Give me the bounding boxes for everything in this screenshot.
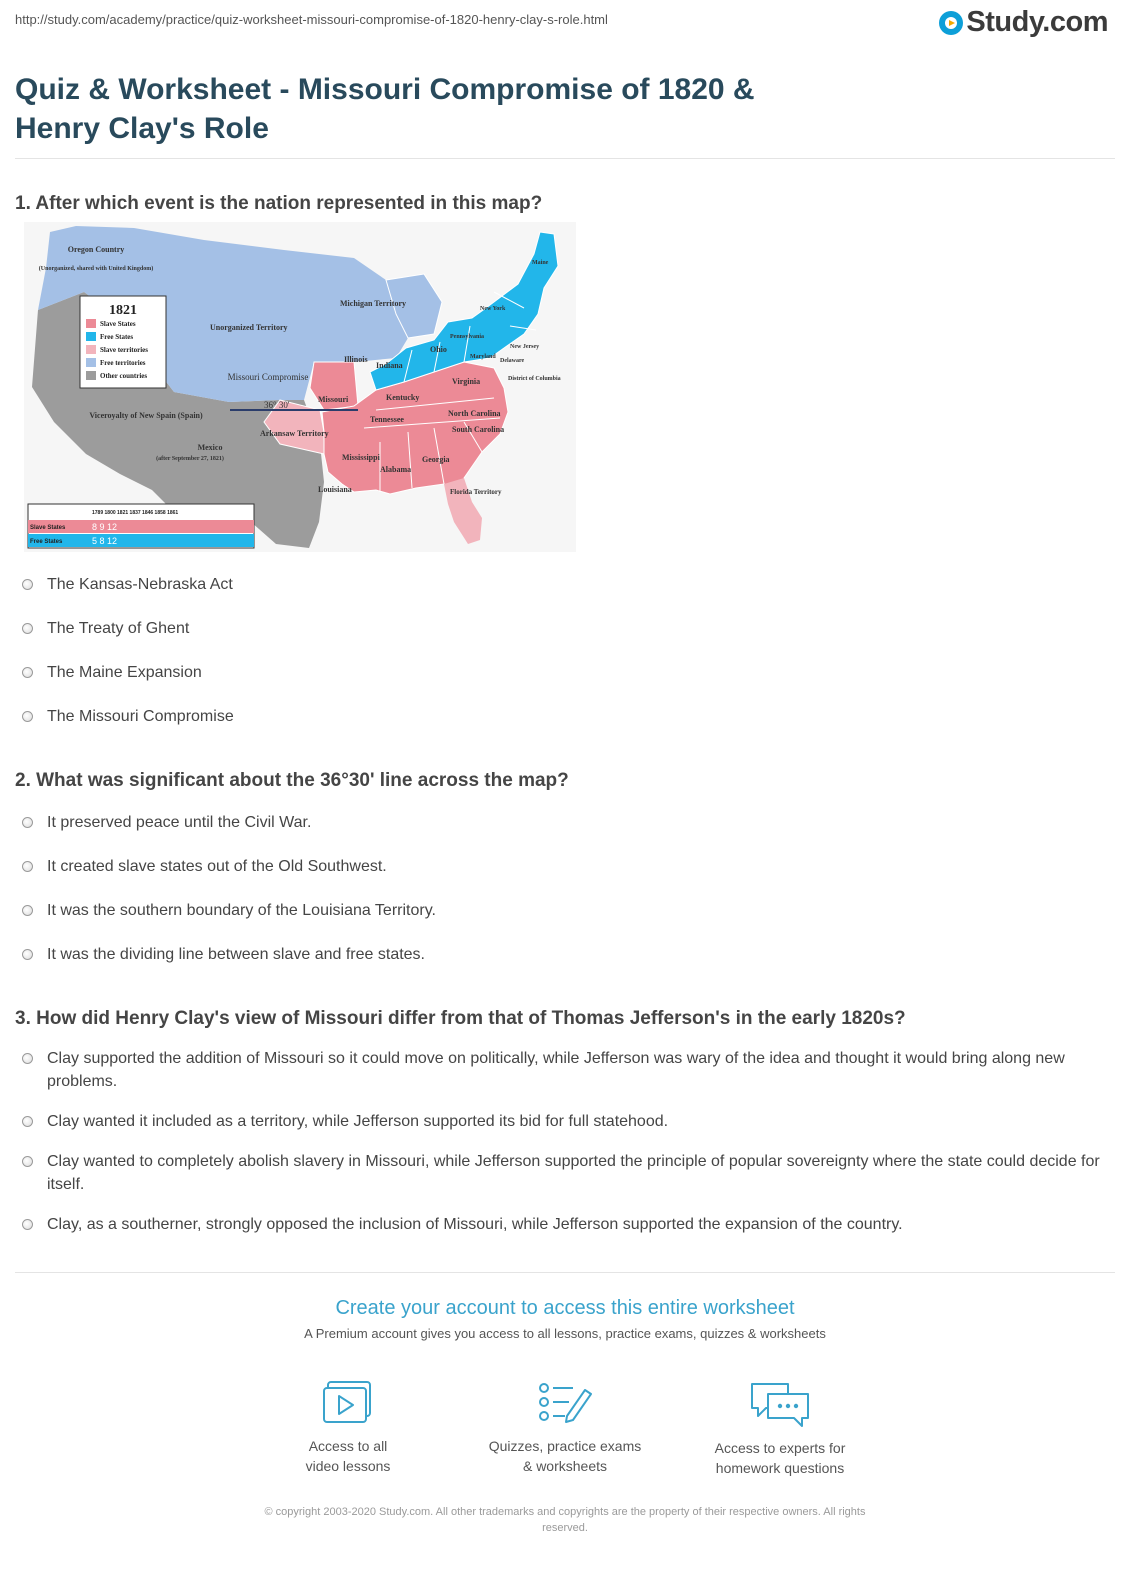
- study-logo-text: Study.com: [966, 6, 1108, 38]
- map-table-free-label: Free States: [30, 539, 63, 545]
- radio-icon[interactable]: [22, 1116, 33, 1127]
- map-label-south-carolina: South Carolina: [452, 425, 505, 434]
- answer-option[interactable]: Clay, as a southerner, strongly opposed the inclusion of Missouri, while Jefferson supported the expansion of the country.: [22, 1213, 1112, 1253]
- map-legend-other-countries: Other countries: [100, 372, 148, 380]
- map-label-mexico-note: (after September 27, 1821): [156, 456, 224, 462]
- map-label-new-jersey: New Jersey: [510, 344, 540, 350]
- answer-option[interactable]: The Missouri Compromise: [22, 705, 1112, 749]
- map-label-arkansaw: Arkansaw Territory: [260, 429, 329, 438]
- map-label-michigan: Michigan Territory: [340, 299, 406, 308]
- map-label-florida: Florida Territory: [450, 488, 502, 496]
- radio-icon[interactable]: [22, 817, 33, 828]
- radio-icon[interactable]: [22, 949, 33, 960]
- quiz-checklist-icon: [537, 1380, 593, 1426]
- map-label-ohio: Ohio: [430, 345, 447, 354]
- map-label-compromise: Missouri Compromise: [227, 372, 309, 382]
- map-table-slave-label: Slave States: [30, 525, 66, 531]
- feature-quizzes: [475, 1380, 655, 1476]
- video-lesson-icon: [322, 1380, 374, 1426]
- question-1: 1. After which event is the nation represented in this map?: [15, 193, 543, 214]
- study-logo[interactable]: [939, 6, 1108, 39]
- radio-icon[interactable]: [22, 1053, 33, 1064]
- question-3: 3. How did Henry Clay's view of Missouri differ from that of Thomas Jefferson's in the early 1820s?: [15, 1008, 906, 1029]
- map-label-oregon-note: (Unorganized, shared with United Kingdom): [38, 266, 154, 272]
- map-label-mississippi: Mississippi: [342, 453, 380, 462]
- map-legend-slave-territories: Slave territories: [100, 346, 149, 354]
- map-label-delaware: Delaware: [500, 358, 525, 364]
- page-url: http://study.com/academy/practice/quiz-worksheet-missouri-compromise-of-1820-henry-clay-s-role.html: [15, 12, 608, 27]
- map-label-unorganized: Unorganized Territory: [210, 323, 288, 332]
- answer-option[interactable]: Clay wanted it included as a territory, while Jefferson supported its bid for full statehood.: [22, 1110, 1112, 1150]
- radio-icon[interactable]: [22, 711, 33, 722]
- feature-experts: [690, 1380, 870, 1478]
- map-label-georgia: Georgia: [422, 455, 450, 464]
- cta-divider: [15, 1272, 1115, 1273]
- map-label-mexico: Mexico: [197, 443, 223, 452]
- answer-option[interactable]: Clay supported the addition of Missouri so it could move on politically, while Jefferson was wary of the idea and thought it would bring along new problems.: [22, 1047, 1112, 1110]
- map-legend: [80, 296, 166, 388]
- radio-icon[interactable]: [22, 1219, 33, 1230]
- map-label-pennsylvania: Pennsylvania: [450, 334, 485, 340]
- map-label-maryland: Maryland: [470, 354, 496, 360]
- feature-video-lessons-label: Access to all video lessons: [305, 1438, 391, 1474]
- question-1-answers: [22, 573, 1112, 749]
- map-legend-slave-states: Slave States: [100, 320, 136, 328]
- answer-option[interactable]: It created slave states out of the Old Southwest.: [22, 855, 1112, 899]
- answer-option[interactable]: Clay wanted to completely abolish slavery in Missouri, while Jefferson supported the principle of popular sovereignty where the state could decide for itself.: [22, 1150, 1112, 1213]
- map-legend-year: 1821: [109, 303, 137, 318]
- radio-icon[interactable]: [22, 623, 33, 634]
- chat-bubbles-icon: [748, 1380, 812, 1428]
- page-title: [15, 70, 1015, 148]
- answer-option[interactable]: The Maine Expansion: [22, 661, 1112, 705]
- map-label-missouri: Missouri: [318, 395, 349, 404]
- radio-icon[interactable]: [22, 579, 33, 590]
- page-title-line-1: Quiz & Worksheet - Missouri Compromise of 1820 &: [15, 73, 755, 106]
- answer-option[interactable]: The Kansas-Nebraska Act: [22, 573, 1112, 617]
- study-logo-icon: [939, 11, 963, 35]
- radio-icon[interactable]: [22, 1156, 33, 1167]
- map-label-dc: District of Columbia: [508, 376, 561, 382]
- missouri-compromise-map: [24, 222, 576, 552]
- radio-icon[interactable]: [22, 667, 33, 678]
- map-table-free-values: 5 8 12: [92, 536, 118, 546]
- title-divider: [15, 158, 1115, 159]
- map-table-years: 1789 1800 1821 1837 1846 1858 1861: [92, 510, 179, 516]
- feature-experts-label: Access to experts for homework questions: [714, 1440, 846, 1476]
- map-legend-free-states: Free States: [100, 333, 134, 341]
- map-table-slave-values: 8 9 12: [92, 522, 118, 532]
- answer-option[interactable]: It preserved peace until the Civil War.: [22, 811, 1112, 855]
- map-label-kentucky: Kentucky: [386, 393, 420, 402]
- feature-video-lessons: [258, 1380, 438, 1476]
- map-label-indiana: Indiana: [376, 361, 403, 370]
- map-label-line: 36° 30': [264, 400, 290, 410]
- map-label-maine: Maine: [532, 260, 549, 266]
- copyright: © copyright 2003-2020 Study.com. All other trademarks and copyrights are the property of their respective owners. All rights reserved.: [264, 1506, 866, 1534]
- map-label-north-carolina: North Carolina: [448, 409, 501, 418]
- answer-option[interactable]: It was the southern boundary of the Louisiana Territory.: [22, 899, 1112, 943]
- map-label-tennessee: Tennessee: [370, 415, 404, 424]
- map-state-count-table: [28, 504, 254, 548]
- cta-title[interactable]: Create your account to access this entire worksheet: [335, 1297, 795, 1319]
- map-label-illinois: Illinois: [344, 355, 368, 364]
- radio-icon[interactable]: [22, 905, 33, 916]
- map-label-oregon: Oregon Country: [67, 245, 125, 254]
- map-legend-free-territories: Free territories: [100, 359, 146, 367]
- cta-subtitle: A Premium account gives you access to all lessons, practice exams, quizzes & worksheets: [304, 1326, 826, 1341]
- feature-quizzes-label: Quizzes, practice exams & worksheets: [488, 1438, 642, 1474]
- map-label-virginia: Virginia: [452, 377, 481, 386]
- question-2-answers: [22, 811, 1112, 987]
- answer-option[interactable]: It was the dividing line between slave and free states.: [22, 943, 1112, 987]
- answer-option[interactable]: The Treaty of Ghent: [22, 617, 1112, 661]
- page-title-line-2: Henry Clay's Role: [15, 112, 269, 145]
- question-3-answers: [22, 1047, 1112, 1253]
- map-label-alabama: Alabama: [380, 465, 412, 474]
- question-2: 2. What was significant about the 36°30' line across the map?: [15, 770, 569, 791]
- map-label-new-york: New York: [480, 306, 506, 312]
- map-label-louisiana: Louisiana: [318, 485, 352, 494]
- radio-icon[interactable]: [22, 861, 33, 872]
- map-label-spain: Viceroyalty of New Spain (Spain): [89, 411, 203, 420]
